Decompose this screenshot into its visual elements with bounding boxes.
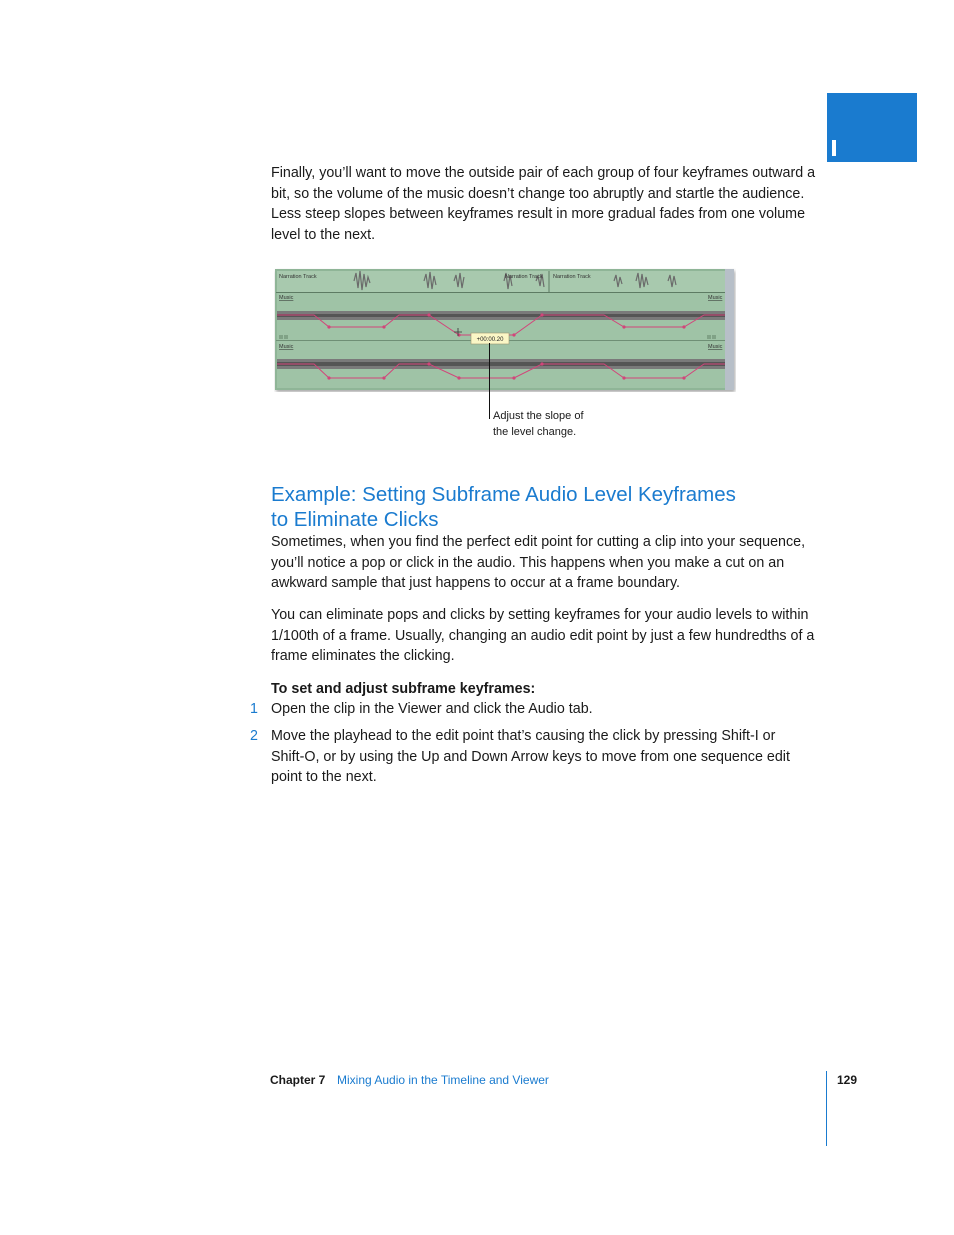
step-text-1: Open the clip in the Viewer and click the Audio tab.	[271, 701, 593, 717]
figure-caption	[493, 409, 584, 440]
clip-label-2: Music	[708, 295, 723, 301]
step-text-2: Move the playhead to the edit point that’s causing the click by pressing Shift-I or Shift-O, or by using the Up and Down Arrow keys to move from one sequence edit point to the next.	[271, 728, 790, 786]
timeline-figure	[274, 268, 736, 392]
footer-chapter-title: Mixing Audio in the Timeline and Viewer	[337, 1073, 549, 1087]
clip-label-4: Music	[708, 344, 723, 350]
clip-label-1: Music	[279, 295, 294, 301]
section-heading-line-1: Example: Setting Subframe Audio Level Keyframes	[271, 483, 736, 506]
callout-line	[489, 343, 490, 419]
chapter-tab	[827, 93, 917, 162]
paragraph-2: You can eliminate pops and clicks by setting keyframes for your audio levels to within 1/100th of a frame. Usually, changing an audio edit point by just a few hundredths of a frame eliminates the clicking.	[271, 607, 815, 665]
narration-track	[277, 271, 725, 292]
intro-paragraph: Finally, you’ll want to move the outside pair of each group of four keyframes outward a bit, so the volume of the music doesn’t change too abruptly and startle the audience. Less steep slopes between keyframes result in more gradual fades from one volume level to the next.	[271, 165, 816, 243]
figure-scrollbar	[725, 269, 734, 390]
page-number: 129	[837, 1073, 858, 1087]
step-number-1: 1	[250, 701, 258, 717]
procedure-title: To set and adjust subframe keyframes:	[271, 681, 536, 697]
track-label-2: Narration Track	[505, 274, 543, 280]
chapter-tab-mark	[832, 140, 836, 156]
caption-line-2: the level change.	[493, 425, 577, 438]
timecode-text: +00:00.20	[476, 337, 504, 343]
section-heading-line-2: to Eliminate Clicks	[271, 508, 439, 531]
clip-label-3: Music	[279, 344, 294, 350]
step-number-2: 2	[250, 728, 258, 744]
section-heading	[271, 482, 831, 532]
paragraph-1: Sometimes, when you find the perfect edit point for cutting a clip into your sequence, you’ll notice a pop or click in the audio. This happens when you make a cut on an awkward sample that just happens to occur at a frame boundary.	[271, 534, 806, 592]
footer-rule	[826, 1071, 827, 1146]
track-label-1: Narration Track	[279, 274, 317, 280]
footer-chapter: Chapter 7	[270, 1073, 326, 1087]
caption-line-1: Adjust the slope of	[493, 410, 584, 422]
track-label-3: Narration Track	[553, 274, 591, 280]
